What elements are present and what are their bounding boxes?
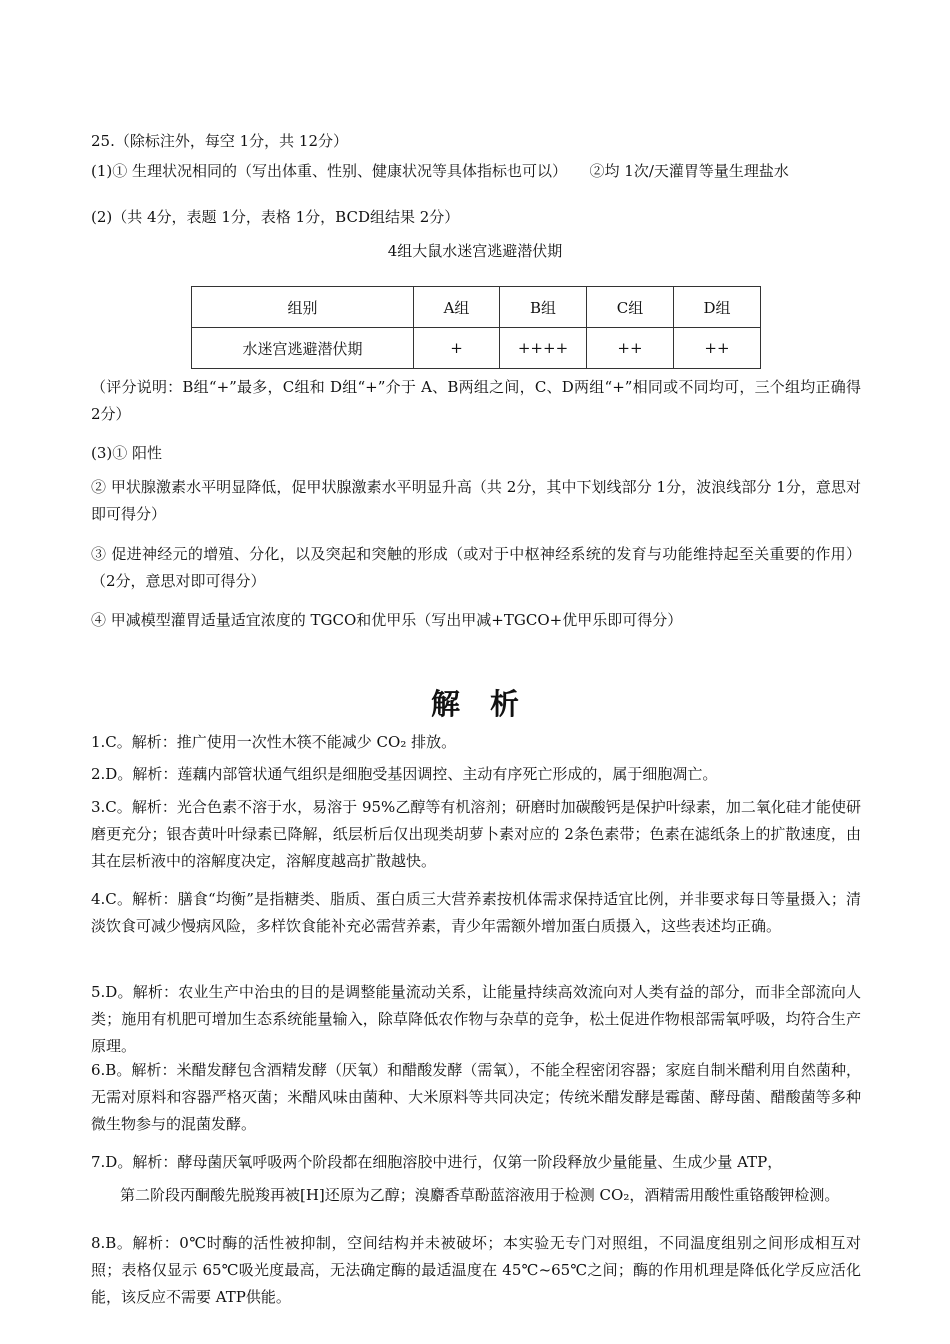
table-header-row bbox=[192, 287, 761, 328]
table-cell: ++ bbox=[587, 328, 674, 369]
q25-part2: (2)（共 4分，表题 1分，表格 1分，BCD组结果 2分） bbox=[91, 208, 460, 226]
analysis-item: 4.C。解析：膳食“均衡”是指糖类、脂质、蛋白质三大营养素按机体需求保持适宜比例，并非要求每日等量摄入；清淡饮食可减少慢病风险，多样饮食能补充必需营养素，青少年需额外增加蛋白质摄入，这些表述均正确。 bbox=[91, 890, 861, 935]
scoring-note: （评分说明：B组“+”最多，C组和 D组“+”介于 A、B两组之间，C、D两组“+”相同或不同均可，三个组均正确得 2分） bbox=[91, 378, 861, 423]
table-row bbox=[192, 328, 761, 369]
analysis-item: 5.D。解析：农业生产中治虫的目的是调整能量流动关系，让能量持续高效流向对人类有益的部分，而非全部流向人类；施用有机肥可增加生态系统能量输入，除草降低农作物与杂草的竞争，松土促进作物根部需氧呼吸，均符合生产原理。 bbox=[91, 983, 861, 1055]
analysis-item-continued: 第二阶段丙酮酸先脱羧再被[H]还原为乙醇；溴麝香草酚蓝溶液用于检测 CO₂，酒精需用酸性重铬酸钾检测。 bbox=[120, 1186, 840, 1204]
table-header-cell: C组 bbox=[587, 287, 674, 328]
q25-header: 25.（除标注外，每空 1分，共 12分） bbox=[91, 132, 349, 150]
q25-part1: (1)① 生理状况相同的（写出体重、性别、健康状况等具体指标也可以） ②均 1次/天灌胃等量生理盐水 bbox=[91, 162, 789, 180]
analysis-item: 2.D。解析：莲藕内部管状通气组织是细胞受基因调控、主动有序死亡形成的，属于细胞凋亡。 bbox=[91, 765, 718, 783]
analysis-heading: 解析 bbox=[430, 687, 549, 721]
q25-part3-2: ② 甲状腺激素水平明显降低，促甲状腺激素水平明显升高（共 2分，其中下划线部分 1分，波浪线部分 1分，意思对即可得分） bbox=[91, 478, 861, 523]
result-table bbox=[191, 286, 761, 369]
q25-part3-1: (3)① 阳性 bbox=[91, 444, 163, 462]
table-title: 4组大鼠水迷宫逃避潜伏期 bbox=[387, 242, 563, 260]
table-header-cell: 组别 bbox=[192, 287, 414, 328]
analysis-item: 8.B。解析：0℃时酶的活性被抑制，空间结构并未被破坏；本实验无专门对照组，不同温度组别之间形成相互对照；表格仅显示 65℃吸光度最高，无法确定酶的最适温度在 45℃~65℃之间；酶的作用机理是降低化学反应活化能，该反应不需要 ATP供能。 bbox=[91, 1234, 861, 1306]
table-header-cell: B组 bbox=[500, 287, 587, 328]
table-cell: + bbox=[414, 328, 500, 369]
table-cell: ++++ bbox=[500, 328, 587, 369]
table-cell: 水迷宫逃避潜伏期 bbox=[192, 328, 414, 369]
analysis-item: 1.C。解析：推广使用一次性木筷不能减少 CO₂ 排放。 bbox=[91, 733, 457, 751]
q25-part3-4: ④ 甲减模型灌胃适量适宜浓度的 TGCO和优甲乐（写出甲减+TGCO+优甲乐即可得分） bbox=[91, 611, 683, 629]
table-cell: ++ bbox=[674, 328, 761, 369]
analysis-item: 7.D。解析：酵母菌厌氧呼吸两个阶段都在细胞溶胶中进行，仅第一阶段释放少量能量、生成少量 ATP， bbox=[91, 1153, 783, 1171]
q25-part3-3: ③ 促进神经元的增殖、分化，以及突起和突触的形成（或对于中枢神经系统的发育与功能维持起至关重要的作用）（2分，意思对即可得分） bbox=[91, 545, 861, 590]
analysis-item: 6.B。解析：米醋发酵包含酒精发酵（厌氧）和醋酸发酵（需氧），不能全程密闭容器；家庭自制米醋利用自然菌种，无需对原料和容器严格灭菌；米醋风味由菌种、大米原料等共同决定；传统米醋发酵是霉菌、酵母菌、醋酸菌等多种微生物参与的混菌发酵。 bbox=[91, 1061, 861, 1133]
table-header-cell: A组 bbox=[414, 287, 500, 328]
table-header-cell: D组 bbox=[674, 287, 761, 328]
analysis-item: 3.C。解析：光合色素不溶于水，易溶于 95%乙醇等有机溶剂；研磨时加碳酸钙是保护叶绿素，加二氧化硅才能使研磨更充分；银杏黄叶叶绿素已降解，纸层析后仅出现类胡萝卜素对应的 2条色素带；色素在滤纸条上的扩散速度，由其在层析液中的溶解度决定，溶解度越高扩散越快。 bbox=[91, 798, 861, 870]
